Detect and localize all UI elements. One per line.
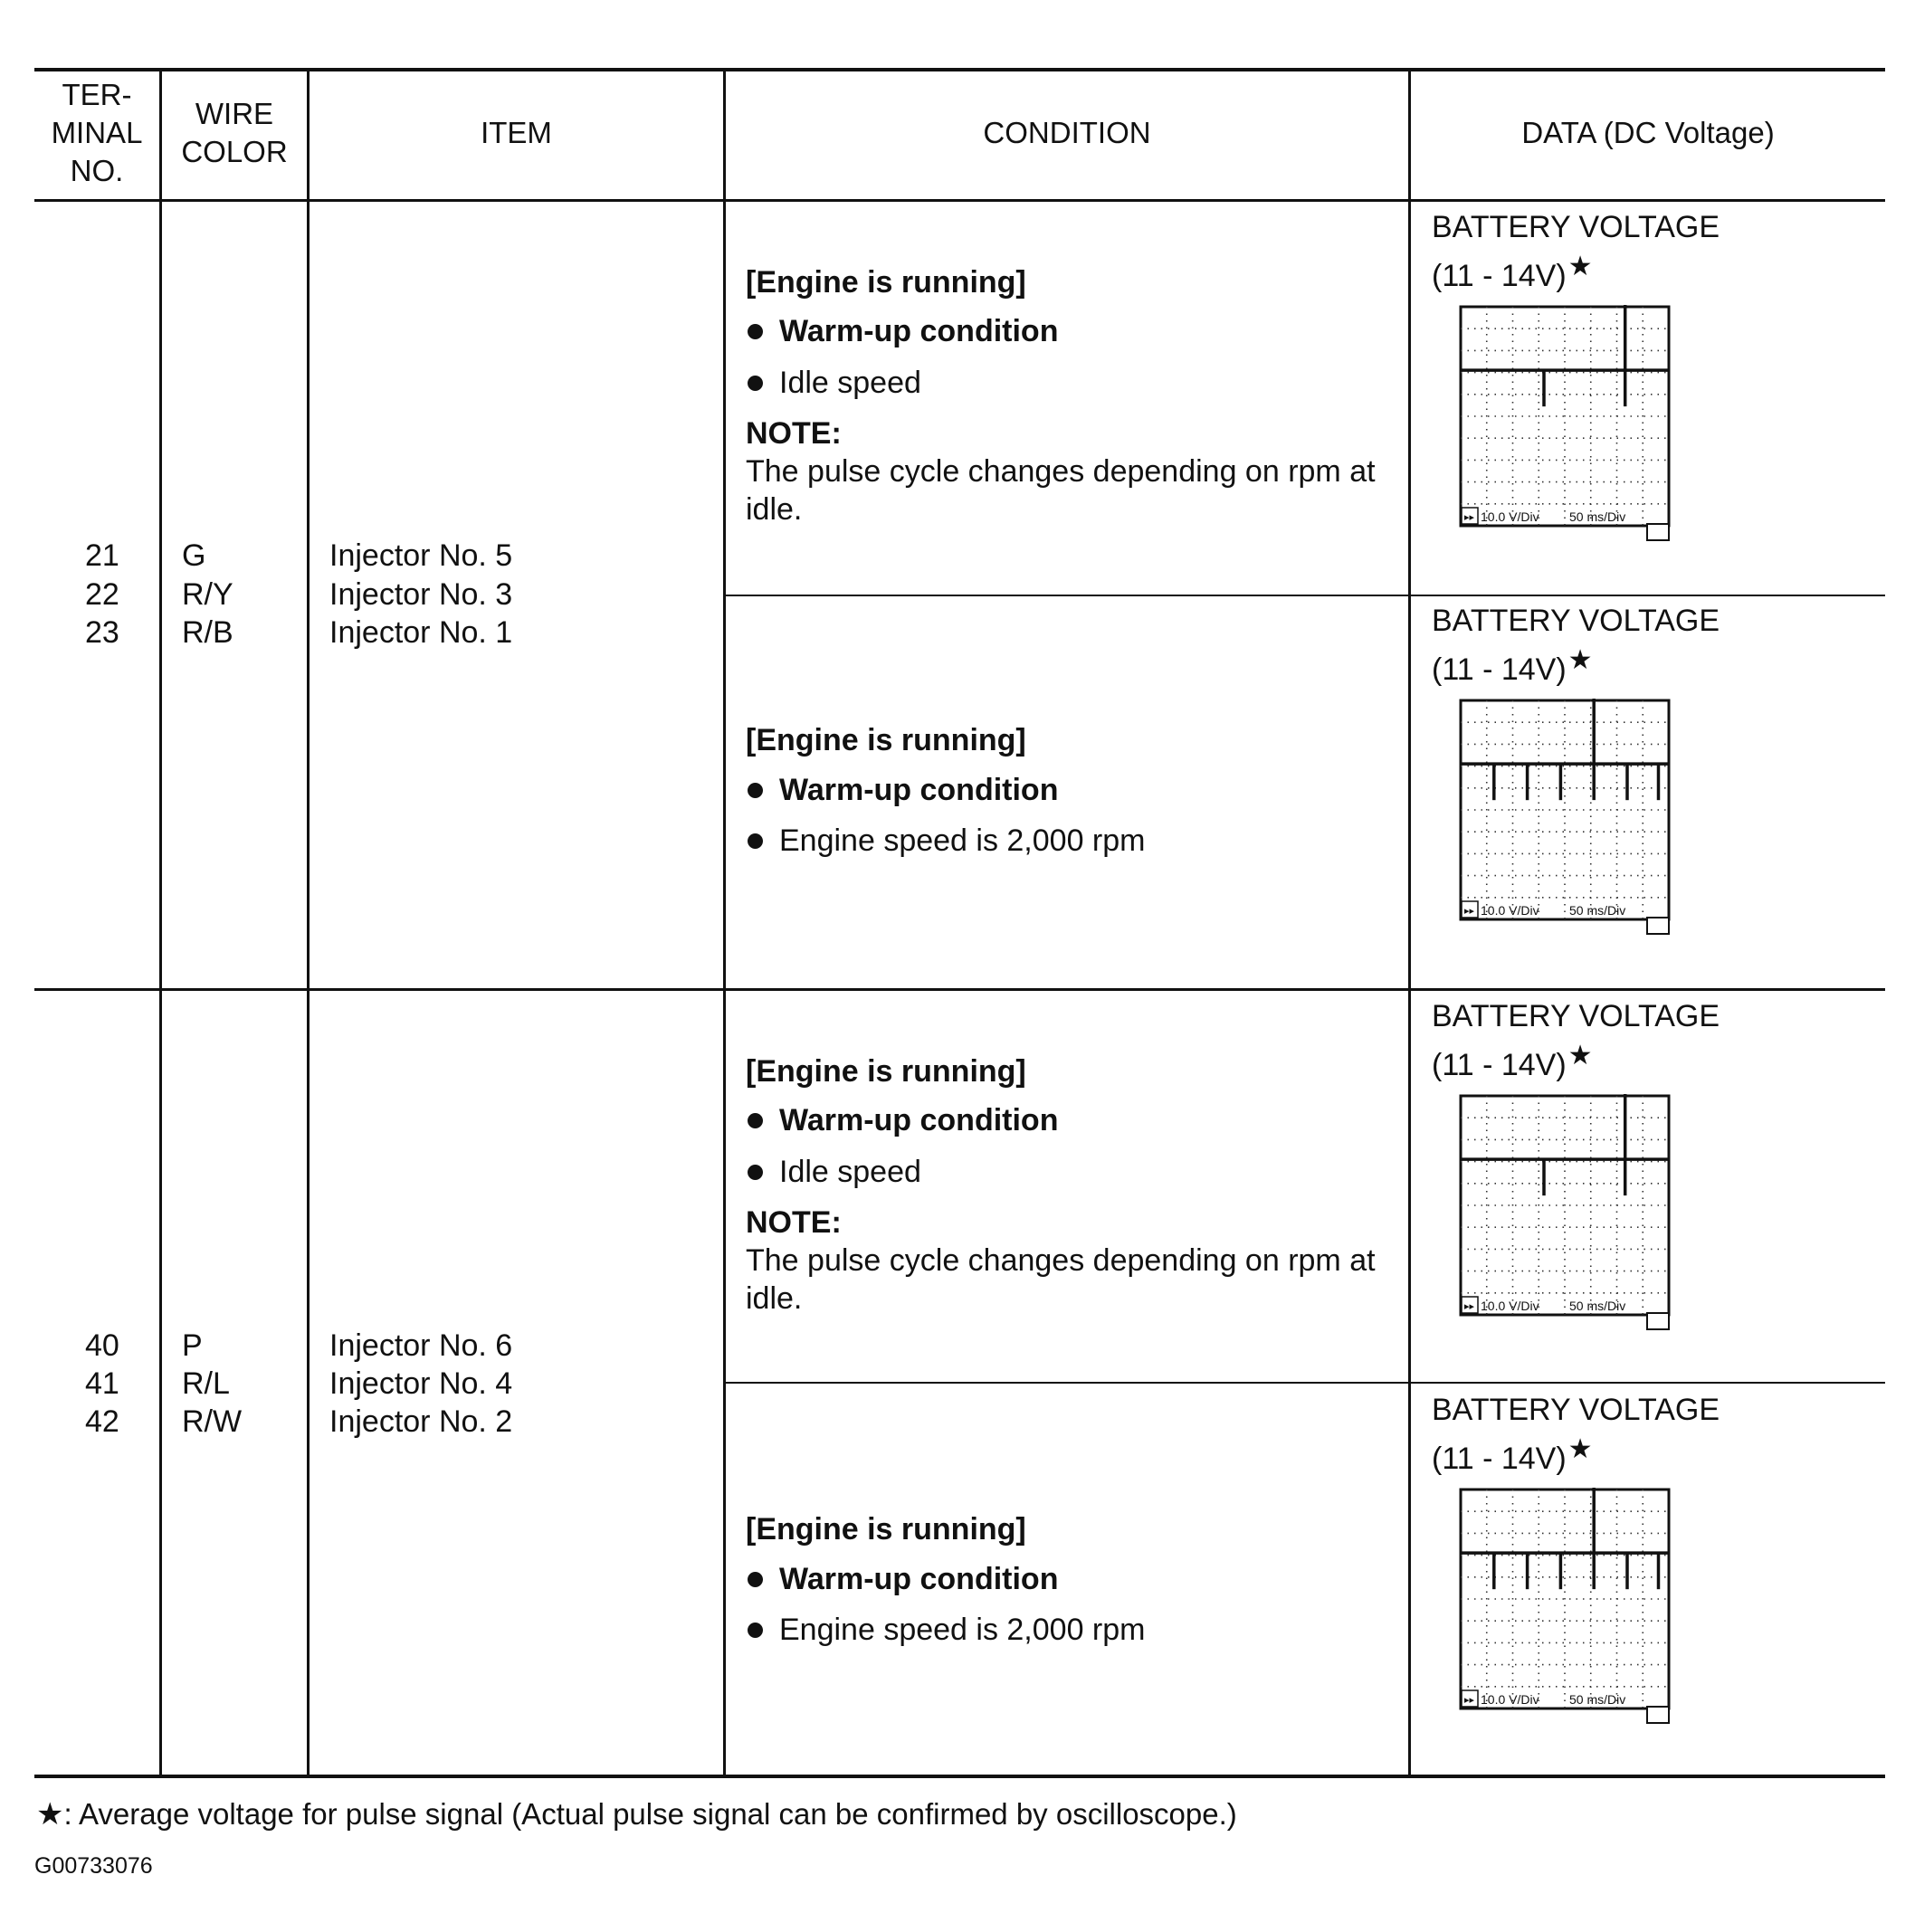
- oscilloscope-screen: [1459, 305, 1671, 542]
- subrow-rule-1: [724, 595, 1885, 596]
- data-range-value: (11 - 14V): [1432, 1048, 1567, 1082]
- wire-color: G: [182, 538, 206, 573]
- time-per-div-label: 50 ms/Div: [1569, 903, 1626, 918]
- bullet-text: Engine speed is 2,000 rpm: [779, 823, 1146, 858]
- header-wire-line-2: COLOR: [181, 135, 288, 168]
- bullet-icon: [748, 376, 763, 391]
- bullet-text: Warm-up condition: [779, 1562, 1059, 1596]
- header-terminal-no: [36, 76, 157, 190]
- data-label: BATTERY VOLTAGE: [1432, 999, 1720, 1033]
- data-label: BATTERY VOLTAGE: [1432, 1393, 1720, 1427]
- time-per-div-label: 50 ms/Div: [1569, 1692, 1626, 1707]
- terminal-no: 23: [85, 615, 119, 650]
- bullet-text: Idle speed: [779, 366, 921, 400]
- bullet-icon: [748, 783, 763, 798]
- svg-text:▸▸: ▸▸: [1464, 511, 1475, 523]
- data-range-value: (11 - 14V): [1432, 652, 1567, 687]
- item-name: Injector No. 3: [329, 577, 513, 612]
- item-name: Injector No. 4: [329, 1366, 513, 1401]
- item-name: Injector No. 5: [329, 538, 513, 573]
- bullet-icon: [748, 1113, 763, 1128]
- condition-bullet: [748, 1156, 921, 1187]
- footnote: [36, 1799, 1237, 1830]
- bullet-text: Warm-up condition: [779, 773, 1059, 807]
- condition-bullet: [748, 367, 921, 398]
- data-range-value: (11 - 14V): [1432, 259, 1567, 293]
- wire-color: R/B: [182, 615, 233, 650]
- time-per-div-label: 50 ms/Div: [1569, 509, 1626, 524]
- header-terminal-line-2: MINAL: [51, 116, 143, 149]
- wire-color: R/Y: [182, 577, 233, 612]
- bullet-text: Warm-up condition: [779, 314, 1059, 348]
- volts-per-div-label: 10.0 V/Div: [1481, 1692, 1539, 1707]
- wire-color: R/W: [182, 1404, 243, 1439]
- star-icon: ★: [1567, 252, 1593, 281]
- header-terminal-line-1: TER-: [62, 78, 132, 111]
- oscilloscope-screen: [1459, 1094, 1671, 1331]
- header-wire-line-1: WIRE: [195, 97, 274, 130]
- condition-heading: [Engine is running]: [746, 1054, 1026, 1089]
- condition-heading: [Engine is running]: [746, 265, 1026, 300]
- oscilloscope-waveform: [1459, 699, 1671, 934]
- condition-bullet: [748, 316, 1058, 347]
- oscilloscope-screen: [1459, 699, 1671, 936]
- condition-heading: [Engine is running]: [746, 1512, 1026, 1547]
- condition-bullet: [748, 775, 1058, 805]
- column-divider-2: [307, 71, 310, 1776]
- column-divider-3: [723, 71, 726, 1776]
- terminal-no: 21: [85, 538, 119, 573]
- subrow-rule-2: [724, 1382, 1885, 1384]
- header-item: ITEM: [481, 116, 552, 149]
- header-bottom-rule: [34, 199, 1885, 202]
- svg-text:▸▸: ▸▸: [1464, 1300, 1475, 1312]
- oscilloscope-waveform: [1459, 305, 1671, 540]
- terminal-no: 41: [85, 1366, 119, 1401]
- terminal-no: 22: [85, 577, 119, 612]
- terminal-no: 40: [85, 1328, 119, 1363]
- data-label: BATTERY VOLTAGE: [1432, 604, 1720, 638]
- header-terminal-line-3: NO.: [70, 154, 124, 187]
- oscilloscope-screen: [1459, 1488, 1671, 1725]
- volts-per-div-label: 10.0 V/Div: [1481, 509, 1539, 524]
- star-icon: ★: [1567, 1434, 1593, 1464]
- item-name: Injector No. 1: [329, 615, 513, 650]
- column-divider-4: [1408, 71, 1411, 1776]
- data-range: [1432, 1041, 1593, 1082]
- wire-color: P: [182, 1328, 203, 1363]
- figure-id: G00733076: [34, 1853, 153, 1879]
- item-name: Injector No. 6: [329, 1328, 513, 1363]
- data-range: [1432, 645, 1593, 687]
- note-text: The pulse cycle changes depending on rpm at idle.: [746, 1243, 1376, 1316]
- bullet-icon: [748, 1165, 763, 1180]
- condition-bullet: [748, 1564, 1058, 1594]
- bullet-text: Engine speed is 2,000 rpm: [779, 1613, 1146, 1647]
- note-label: NOTE:: [746, 1205, 842, 1240]
- volts-per-div-label: 10.0 V/Div: [1481, 1299, 1539, 1313]
- group-divider-rule: [34, 988, 1885, 991]
- time-per-div-label: 50 ms/Div: [1569, 1299, 1626, 1313]
- item-name: Injector No. 2: [329, 1404, 513, 1439]
- note-label: NOTE:: [746, 416, 842, 451]
- bullet-icon: [748, 324, 763, 339]
- bullet-icon: [748, 833, 763, 849]
- condition-bullet: [748, 1105, 1058, 1136]
- terminal-no: 42: [85, 1404, 119, 1439]
- data-range-value: (11 - 14V): [1432, 1442, 1567, 1476]
- oscilloscope-waveform: [1459, 1094, 1671, 1329]
- condition-heading: [Engine is running]: [746, 723, 1026, 757]
- volts-per-div-label: 10.0 V/Div: [1481, 903, 1539, 918]
- condition-bullet: [748, 825, 1145, 856]
- column-divider-1: [159, 71, 162, 1776]
- bullet-text: Warm-up condition: [779, 1103, 1059, 1137]
- bullet-text: Idle speed: [779, 1155, 921, 1189]
- note-text: The pulse cycle changes depending on rpm at idle.: [746, 454, 1376, 527]
- star-icon: ★: [1567, 645, 1593, 675]
- data-range: [1432, 1434, 1593, 1476]
- data-label: BATTERY VOLTAGE: [1432, 210, 1720, 244]
- condition-bullet: [748, 1614, 1145, 1645]
- wire-color: R/L: [182, 1366, 230, 1401]
- star-icon: ★: [1567, 1041, 1593, 1071]
- header-data: DATA (DC Voltage): [1521, 116, 1775, 149]
- table-bottom-rule: [34, 1775, 1885, 1778]
- header-wire-color: [163, 95, 306, 171]
- data-range: [1432, 252, 1593, 293]
- svg-text:▸▸: ▸▸: [1464, 905, 1475, 917]
- star-icon: ★: [36, 1797, 64, 1832]
- bullet-icon: [748, 1623, 763, 1638]
- svg-text:▸▸: ▸▸: [1464, 1694, 1475, 1706]
- oscilloscope-waveform: [1459, 1488, 1671, 1723]
- header-condition: CONDITION: [983, 116, 1151, 149]
- footnote-text: : Average voltage for pulse signal (Actual pulse signal can be confirmed by oscilloscope.): [63, 1797, 1237, 1831]
- bullet-icon: [748, 1572, 763, 1587]
- table-top-rule: [34, 68, 1885, 71]
